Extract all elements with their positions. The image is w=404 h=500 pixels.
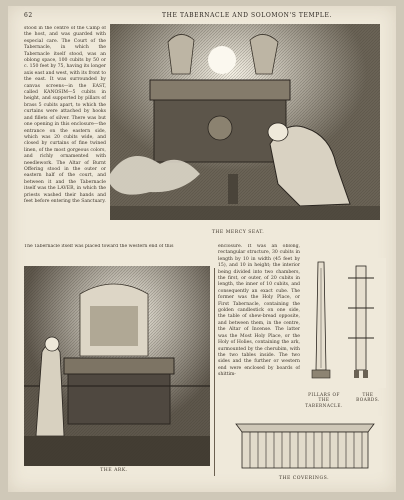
right-column-text: enclosure. It was an oblong, rectangular structure, 30 cubits in length by 10 in width (45 feet by 15), and 10 in height; the interior being divided into two chambers, the first, or outer, of 20 cubits in length, the inner of 10 cubits, and consequently an exact cube. The former was the Holy Place, or First Tabernacle, containing the golden candlestick on one side, the table of shew-bread opposite, and between them, in the centre, the Altar of Incense. The latter was the Most Holy Place, or the Holy of Holies, containing the ark, surmounted by the cherubim, with the two tables inside. The two sides and the further or western end were enclosed by boards of shittim-	[218, 244, 300, 378]
caption-pillars: PILLARS OF THE TABERNACLE.	[305, 392, 343, 408]
column-divider	[214, 268, 215, 476]
mercy-seat-engraving	[110, 24, 380, 220]
page-number: 62	[24, 12, 33, 19]
left-column-text: stood in the centre of the Camp of the host, and was guarded with especial care. The Court of the Tabernacle, in which the Tabernacle itself stood, was an oblong space, 100 cubits by 50 or c. 150 feet by 75, having its longer axis east and west, with its front to the east. It was surrounded by canvas screens—in the EAST, called KANOSIM—5 cubits in height, and supported by pillars of brass 5 cubits apart, to which the curtains were attached by hooks and fillets of silver. There was but one opening in this enclosure—the entrance on the eastern side, which was 20 cubits wide, and closed by curtains of fine twined linen, of the most gorgeous colors, and richly ornamented with needlework. The Altar of Burnt Offering stood in the outer or eastern half of the court, and between it and the Tabernacle itself was the LAVER, in which the priests washed their hands and feet before entering the Sanctuary.	[24, 26, 106, 204]
coverings-engraving	[228, 416, 382, 472]
book-page	[8, 6, 396, 492]
page-header	[24, 12, 380, 22]
caption-boards: THE BOARDS.	[356, 392, 380, 402]
left-column-bottom-text: The Tabernacle itself was placed toward the western end of this	[24, 244, 174, 249]
caption-mercy-seat: THE MERCY SEAT.	[211, 230, 265, 235]
pillars-boards-engraving	[304, 258, 386, 388]
caption-coverings: THE COVERINGS.	[278, 476, 330, 481]
ark-engraving	[24, 266, 210, 466]
caption-ark: THE ARK.	[100, 468, 128, 473]
running-title: THE TABERNACLE AND SOLOMON'S TEMPLE.	[162, 12, 332, 19]
